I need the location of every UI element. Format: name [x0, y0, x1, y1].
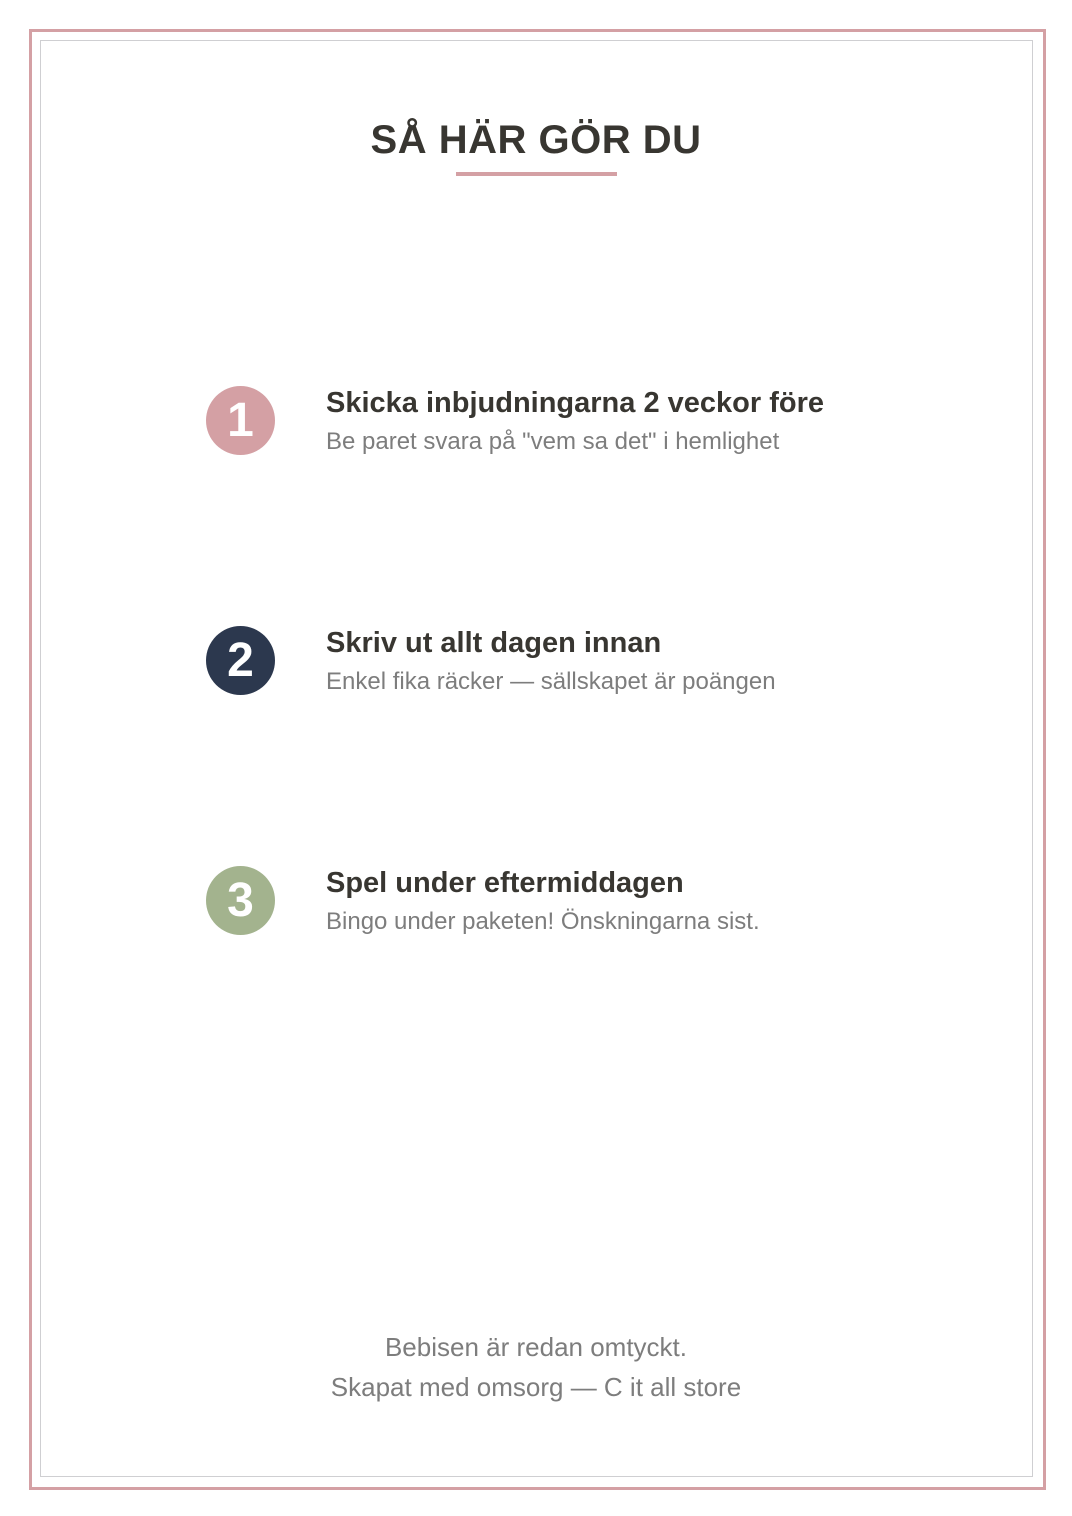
step-number-badge: 2 — [206, 626, 275, 695]
step-2 — [206, 626, 906, 706]
step-title: Spel under eftermiddagen — [326, 867, 684, 899]
step-3 — [206, 866, 906, 946]
footer-tagline: Bebisen är redan omtyckt. — [384, 1332, 688, 1362]
page-title: SÅ HÄR GÖR DU — [370, 118, 702, 162]
footer-credit: Skapat med omsorg — C it all store — [330, 1372, 742, 1402]
step-number-badge: 3 — [206, 866, 275, 935]
step-description: Be paret svara på "vem sa det" i hemlighet — [326, 428, 780, 455]
step-title: Skicka inbjudningarna 2 veckor före — [326, 387, 824, 419]
step-number-badge: 1 — [206, 386, 275, 455]
step-title: Skriv ut allt dagen innan — [326, 627, 662, 659]
inner-border — [40, 40, 1033, 1477]
title-underline — [456, 172, 617, 176]
step-description: Enkel fika räcker — sällskapet är poängen — [326, 668, 776, 695]
step-description: Bingo under paketen! Önskningarna sist. — [326, 908, 760, 935]
step-1 — [206, 386, 906, 466]
